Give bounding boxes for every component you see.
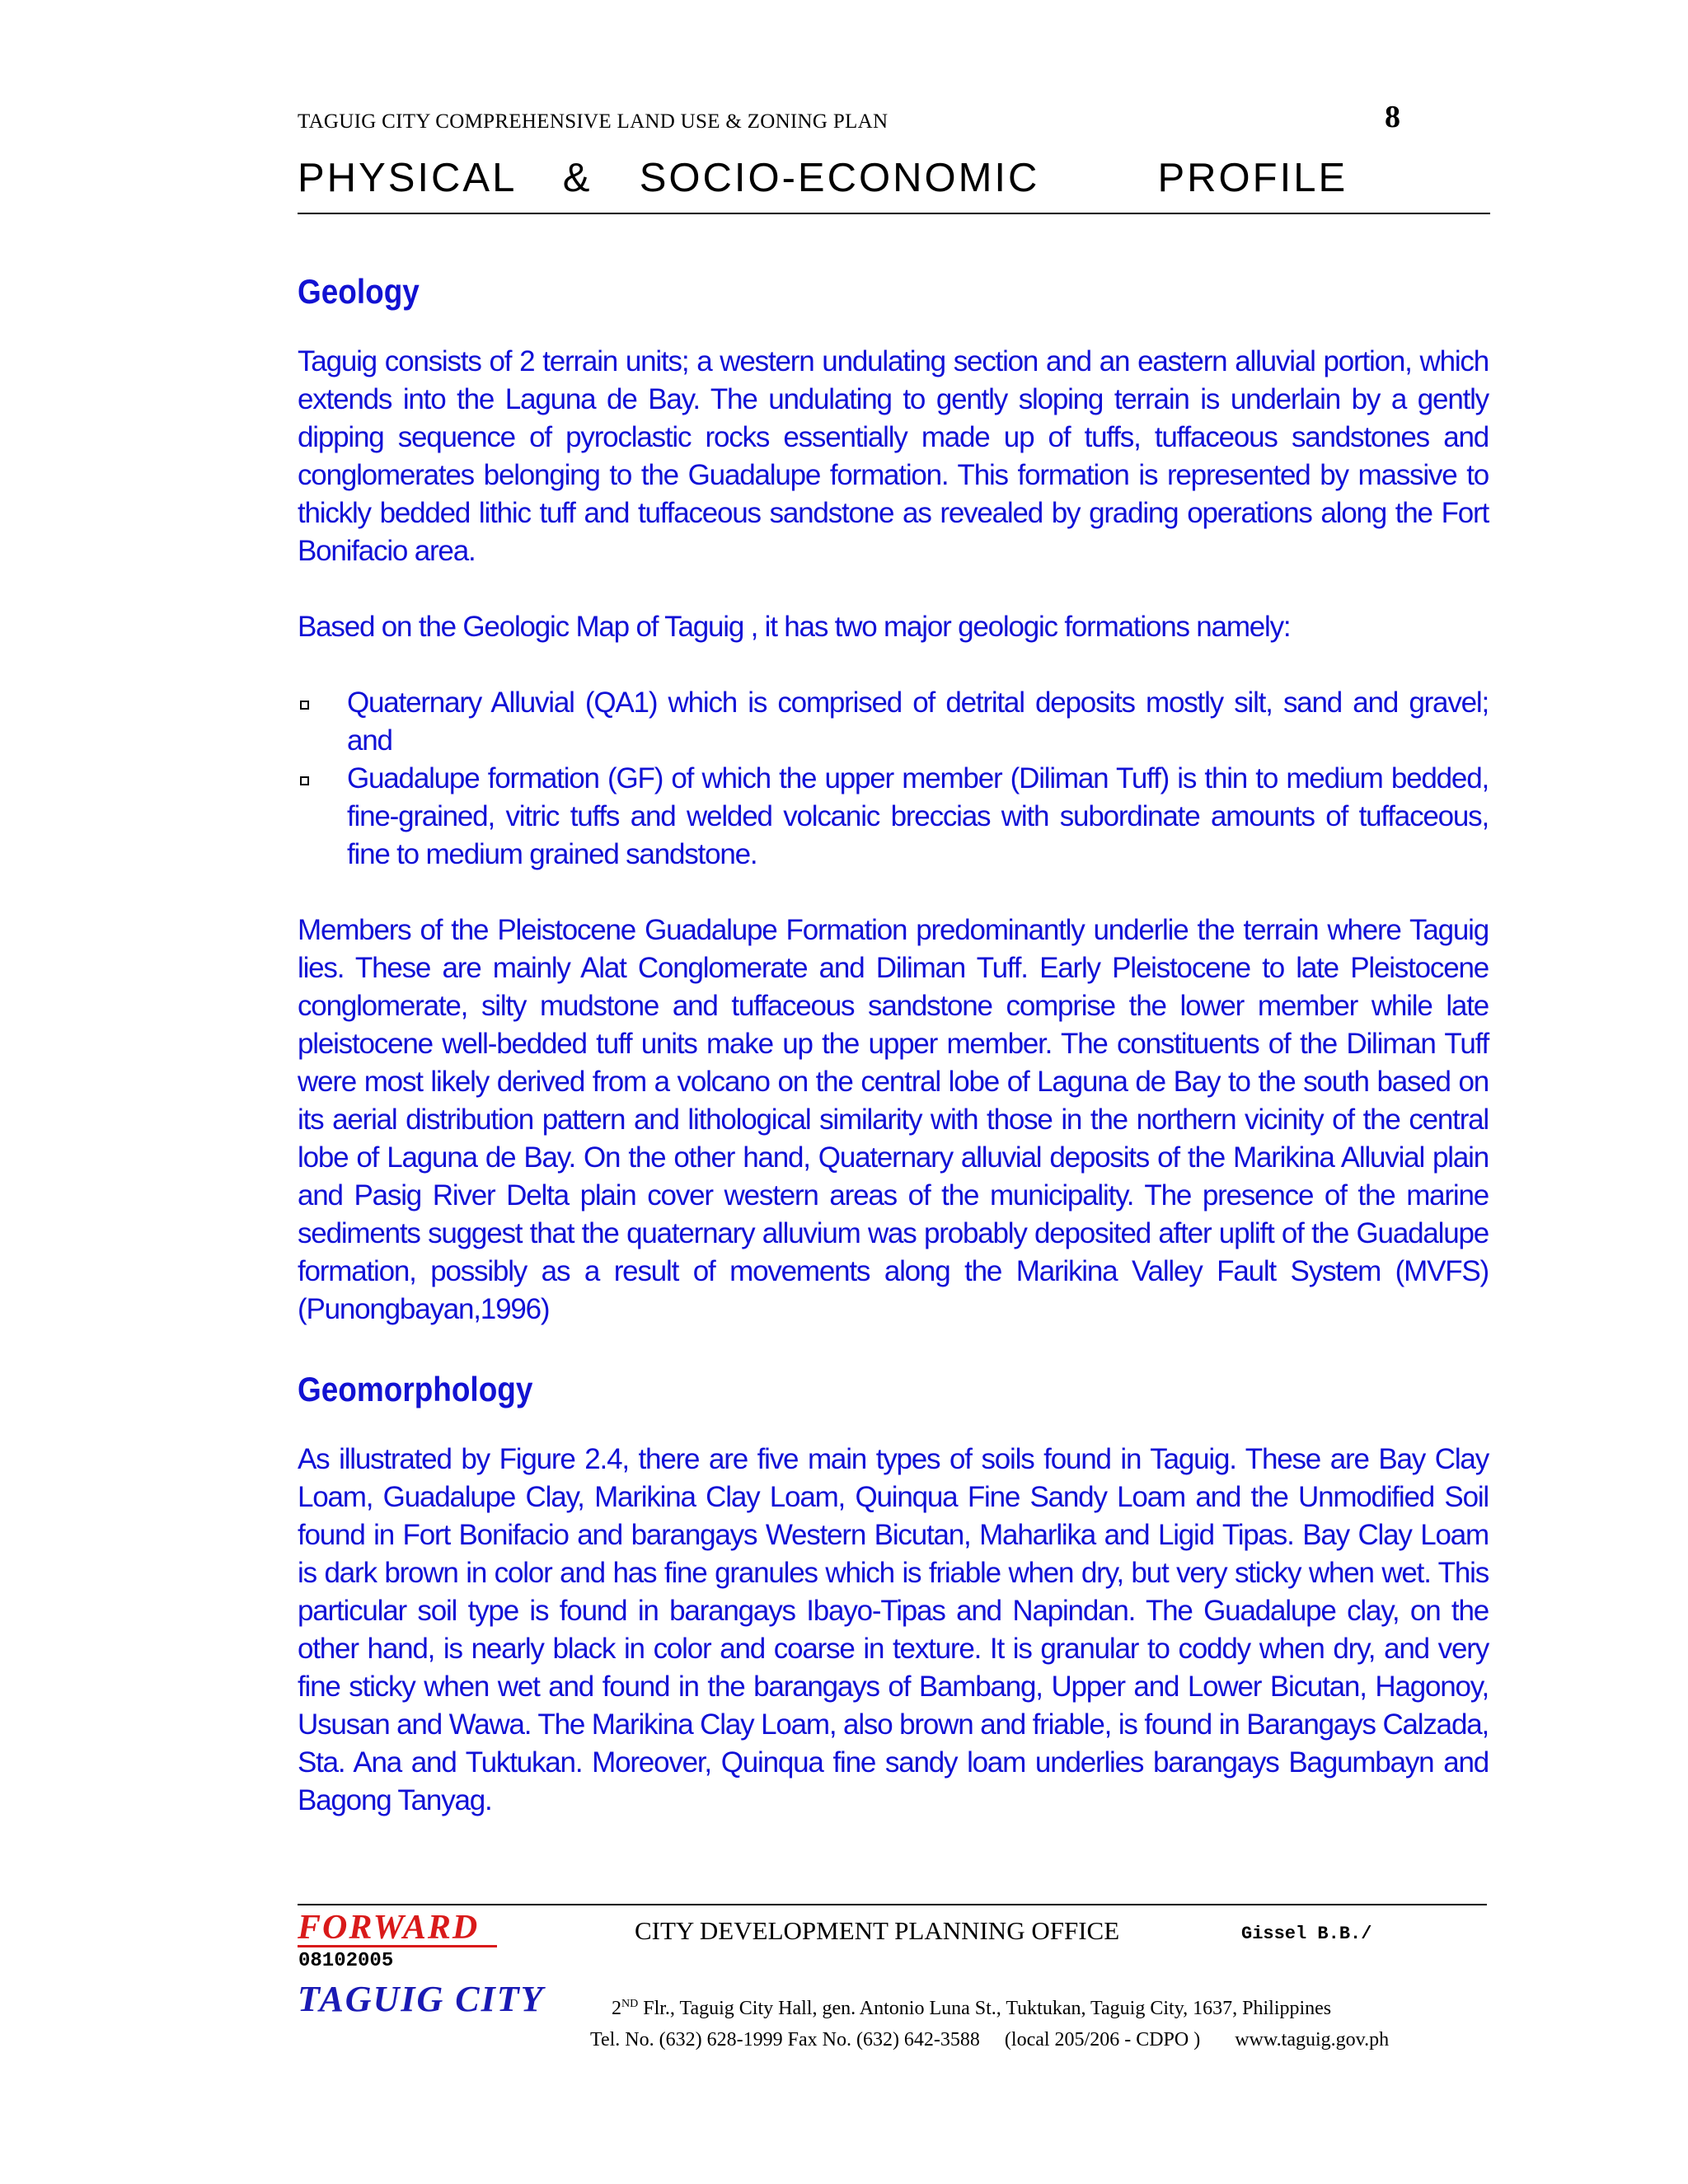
header-divider <box>298 213 1490 214</box>
office-name: CITY DEVELOPMENT PLANNING OFFICE <box>635 1916 1120 1945</box>
contact-line: Tel. No. (632) 628-1999 Fax No. (632) 642-3588 (local 205/206 - CDPO ) www.taguig.gov.ph <box>590 2029 1390 2050</box>
footer-divider <box>298 1904 1487 1905</box>
office-address: 2ND Flr., Taguig City Hall, gen. Antonio Luna St., Tuktukan, Taguig City, 1637, Philippines <box>612 1998 1332 2019</box>
checkbox-bullet-icon <box>300 776 309 785</box>
taguig-city-logo: TAGUIG CITY <box>298 1979 545 2019</box>
author-initials: Gissel B.B./ <box>1241 1924 1372 1944</box>
list-item-text: Guadalupe formation (GF) of which the upper member (Diliman Tuff) is thin to medium bedded, fine-grained, vitric tuffs and welded volcanic breccias with subordinate amounts of tuffaceous, fine to medium grained sandstone. <box>347 762 1489 870</box>
geology-heading: Geology <box>298 272 420 311</box>
geology-paragraph-2: Based on the Geologic Map of Taguig , it has two major geologic formations namely: <box>298 611 1291 643</box>
formations-list <box>298 684 1489 874</box>
list-item <box>298 760 1489 874</box>
date-code: 08102005 <box>298 1950 394 1972</box>
geology-paragraph-1: Taguig consists of 2 terrain units; a western undulating section and an eastern alluvial portion, which extends into the Laguna de Bay. The undulating to gently sloping terrain is underlain by a gently dipping sequence of pyroclastic rocks essentially made up of tuffs, tuffaceous sandstones and conglomerates belonging to the Guadalupe formation. This formation is represented by massive to thickly bedded lithic tuff and tuffaceous sandstone as revealed by grading operations along the Fort Bonifacio area. <box>298 345 1489 567</box>
main-content <box>298 272 1489 1820</box>
list-item-text: Quaternary Alluvial (QA1) which is comprised of detrital deposits mostly silt, sand and gravel; and <box>347 687 1489 757</box>
running-head: TAGUIG CITY COMPREHENSIVE LAND USE & ZONING PLAN <box>298 110 889 133</box>
checkbox-bullet-icon <box>300 701 309 710</box>
geomorphology-heading: Geomorphology <box>298 1370 533 1408</box>
geomorphology-paragraph: As illustrated by Figure 2.4, there are five main types of soils found in Taguig. These are Bay Clay Loam, Guadalupe Clay, Marikina Clay Loam, Quinqua Fine Sandy Loam and the Unmodified Soil found in Fort Bonifacio and barangays Western Bicutan, Maharlika and Ligid Tipas. Bay Clay Loam is dark brown in color and has fine granules which is friable when dry, but very sticky when wet. This particular soil type is found in barangays Ibayo-Tipas and Napindan. The Guadalupe clay, on the other hand, is nearly black in color and coarse in texture. It is granular to coddy when dry, and very fine sticky when wet and found in the barangays of Bambang, Upper and Lower Bicutan, Hagonoy, Ususan and Wawa. The Marikina Clay Loam, also brown and friable, is found in Barangays Calzada, Sta. Ana and Tuktukan. Moreover, Quinqua fine sandy loam underlies barangays Bagumbayn and Bagong Tanyag. <box>298 1443 1489 1816</box>
geology-paragraph-3: Members of the Pleistocene Guadalupe Formation predominantly underlie the terrain where Taguig lies. These are mainly Alat Conglomerate and Diliman Tuff. Early Pleistocene to late Pleistocene conglomerate, silty mudstone and tuffaceous sandstone comprise the lower member while late pleistocene well-bedded tuff units make up the upper member. The constituents of the Diliman Tuff were most likely derived from a volcano on the central lobe of Laguna de Bay to the south based on its aerial distribution pattern and lithological similarity with those in the northern vicinity of the central lobe of Laguna de Bay. On the other hand, Quaternary alluvial deposits of the Marikina Alluvial plain and Pasig River Delta plain cover western areas of the municipality. The presence of the marine sediments suggest that the quaternary alluvium was probably deposited after uplift of the Guadalupe formation, possibly as a result of movements along the Marikina Valley Fault System (MVFS) (Punongbayan,1996) <box>298 914 1489 1325</box>
page-number: 8 <box>1385 100 1400 134</box>
section-title: PHYSICAL & SOCIO-ECONOMIC PROFILE <box>298 156 1348 200</box>
list-item <box>298 684 1489 760</box>
forward-logo: FORWARD <box>298 1910 497 1947</box>
